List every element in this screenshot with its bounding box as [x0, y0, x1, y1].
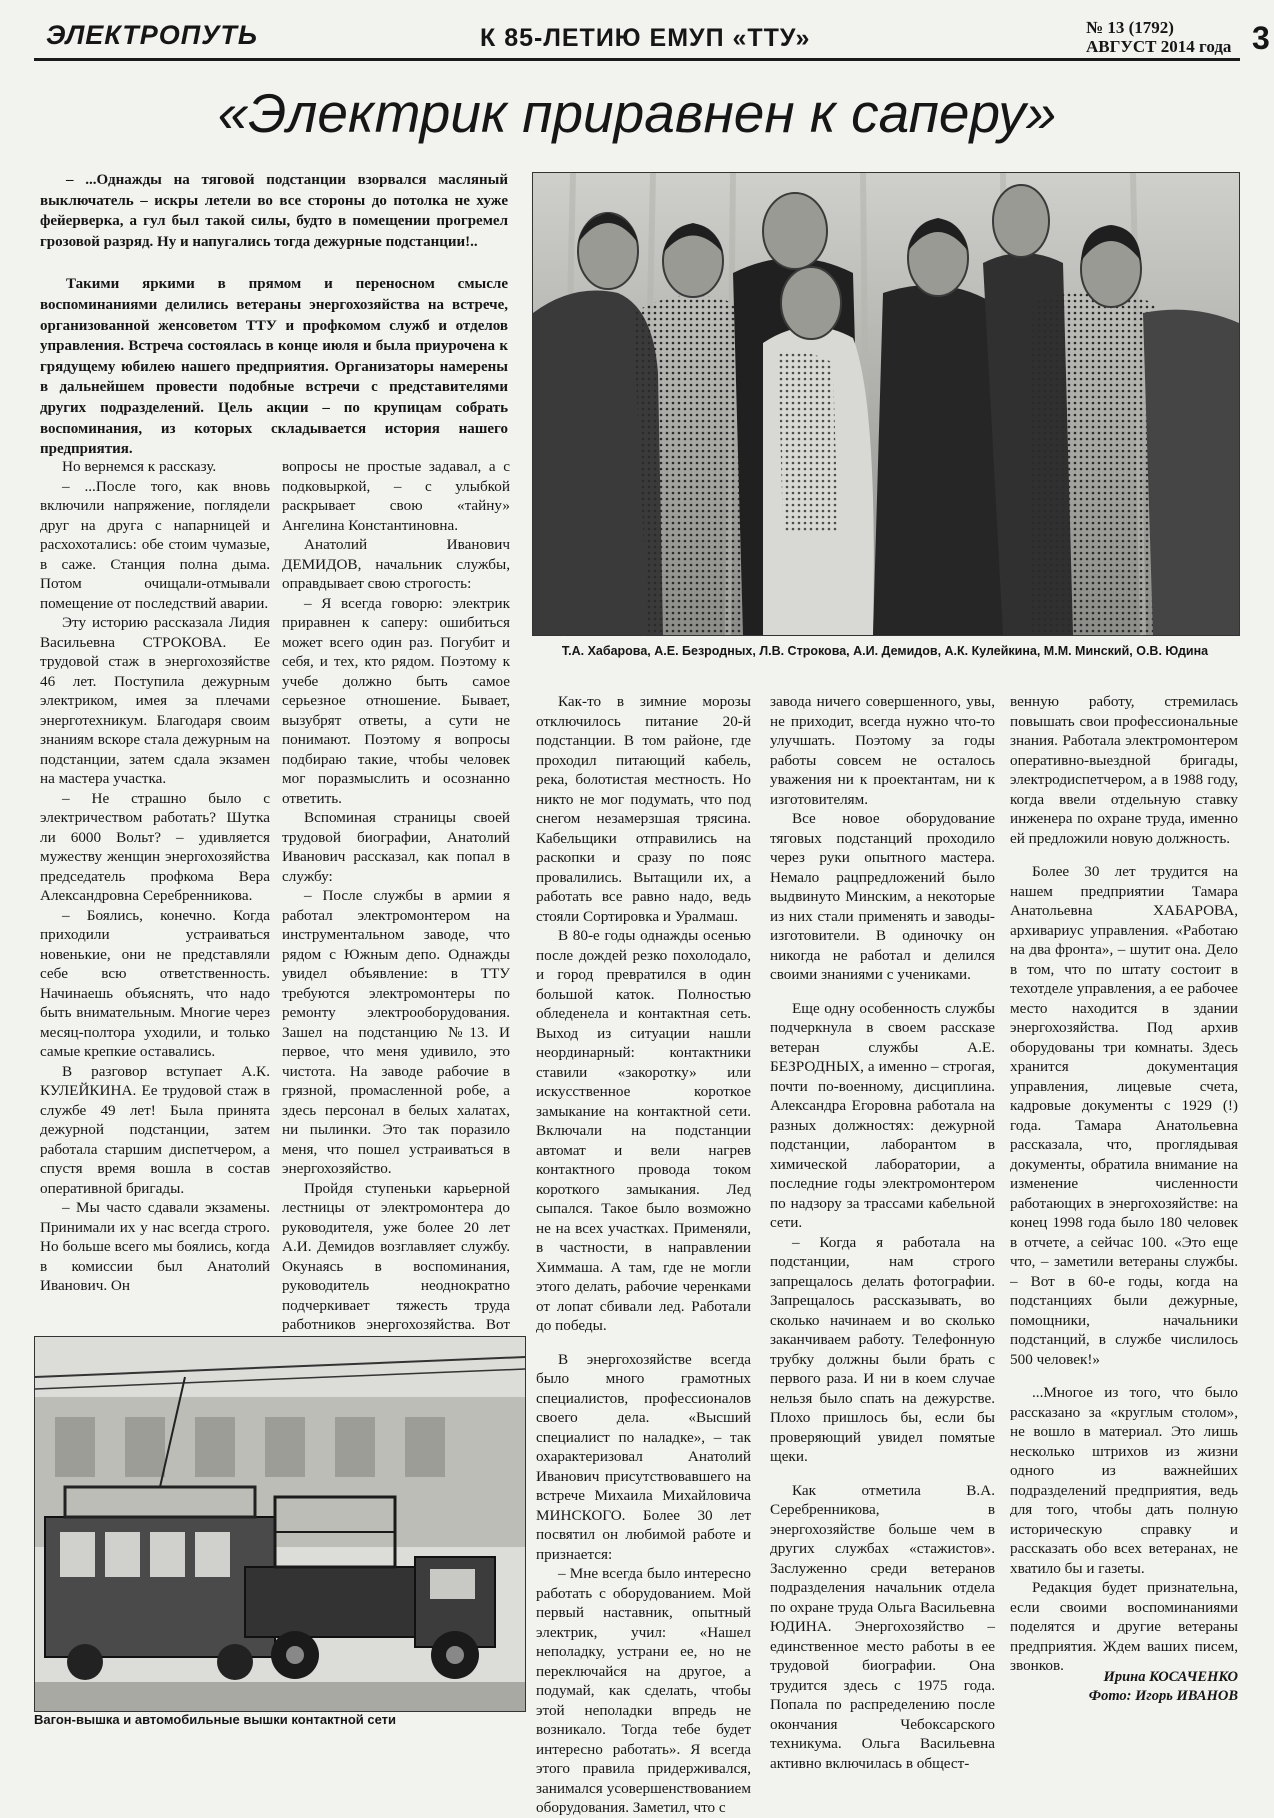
paragraph: – Боялись, конечно. Когда приходили устраиваться новенькие, они не представляли себе всю ответственность. Начинаешь объяснять, что надо быть внимательным. Многие через месяц-полтора уходили, и только самые крепкие оставались.: [40, 906, 270, 1060]
tram-photo-caption: Вагон-вышка и автомобильные вышки контактной сети: [34, 1712, 397, 1727]
group-photo: [532, 172, 1240, 636]
section-title: К 85-ЛЕТИЮ ЕМУП «ТТУ»: [480, 24, 811, 52]
paragraph: Пройдя ступеньки карьерной лестницы от электромонтера до руководителя, уже более 20 лет А.И. Демидов возглавляет службу. Окунаясь в воспоминания, руководитель неоднократно подчеркивает тяжесть труда работников энергохозяйства. Вот: [282, 1179, 510, 1333]
paragraph: В энергохозяйстве всегда было много грамотных специалистов, профессионалов своего дела. «Высший специалист по наладке», – так охарактеризовал Анатолий Иванович присутствовавшего на встрече Михаила Михайловича МИНСКОГО. Более 30 лет посвятил он любимой работе и признается:: [536, 1350, 751, 1563]
paragraph: – После службы в армии я работал электромонтером на инструментальном заводе, что рядом с Южным депо. Однажды увидел объявление: в ТТУ требуются электромонтеры по ремонту электрооборудования. Зашел на подстанцию №13. И первое, что меня удивило, это чистота. На заводе рабочие в грязной, промасленной робе, а здесь персонал в белых халатах, ни пылинки. Это так поразило меня, что пошел устраиваться в энергохозяйство.: [282, 887, 510, 1177]
headline: «Электрик приравнен к саперу»: [217, 82, 1057, 144]
paragraph: Вспоминая страницы своей трудовой биографии, Анатолий Иванович рассказал, как попал в службу:: [282, 809, 510, 885]
photo-caption: Т.А. Хабарова, А.Е. Безродных, Л.В. Строкова, А.И. Демидов, А.К. Кулейкина, М.М. Минский, О.В. Юдина: [561, 644, 1209, 658]
article-column-2: [282, 457, 510, 1333]
paragraph: вопросы не простые задавал, а с подковыркой, – с улыбкой раскрывает свою «тайну» Ангелина Константиновна.: [282, 458, 510, 534]
author-name: Ирина КОСАЧЕНКО: [1103, 1669, 1238, 1685]
paragraph: Более 30 лет трудится на нашем предприятии Тамара Анатольевна ХАБАРОВА, архивариус управления. «Работаю на два фронта», – шутит она. Дело в том, что по штату состоит в техотделе управления, а ее рабочее место находится в здании энергохозяйства. Под архив оборудованы три комнаты. Здесь хранится документация управления, лицевые счета, кадровые документы с 1929 (!) года. Тамара Анатольевна рассказала, что, проглядывая документы, обратила внимание на изменение численности работающих в энергохозяйстве: на конец 1998 года было 180 человек в отчете, а сейчас 100. «Это еще что, – заметили ветераны службы. – Вот в 60-е годы, когда на подстанциях были дежурные, помощники, начальники подстанций, в службе числилось 500 человек!»: [1010, 863, 1238, 1368]
byline: [1010, 1668, 1238, 1706]
paragraph: – Не страшно было с электричеством работать? Шутка ли 6000 Вольт? – удивляется мужеству женщин энергохозяйства председатель профкома Вера Александровна Серебренникова.: [40, 789, 270, 904]
issue-number: № 13 (1792): [1086, 18, 1174, 37]
paragraph: В разговор вступает А.К. КУЛЕЙКИНА. Ее трудовой стаж в службе 49 лет! Была принята дежурной подстанции, затем работала старшим диспетчером, а спустя время вошла в состав оперативной бригады.: [40, 1062, 270, 1197]
tram-photo-illustration: [35, 1337, 525, 1711]
paragraph: – Я всегда говорю: электрик приравнен к саперу: ошибиться может всего один раз. Погубит и себя, и тех, кто рядом. Поэтому к учебе должно быть самое серьезное отношение. Бывает, вызубрят ответы, а сути не понимают. Поэтому я вопросы подбираю такие, чтобы человек мог поразмыслить и осознанно ответить.: [282, 594, 510, 807]
paragraph: В 80-е годы однажды осенью после дождей резко похолодало, и город превратился в один большой каток. Полностью обледенела и контактная сеть. Выход из ситуации нашли неординарный: контактники ставили «закоротку» или искусственное короткое замыкание на контактной сети. Включали на подстанции автомат и вели нагрев контактного провода током короткого замыкания. Лед сыпался. Такое было возможно не на всех участках. Применяли, в частности, в направлении Химмаша. А там, где не могли этого делать, рабочие черенками от лопат сбивали лед. Работали до победы.: [536, 927, 751, 1334]
paragraph: Как отметила В.А. Серебренникова, в энергохозяйстве больше чем в других службах «стажистов». Заслуженно среди ветеранов подразделения начальник отдела по охране труда Ольга Васильевна ЮДИНА. Энергохозяйство – единственное место работы в ее трудовой биографии. Она трудится здесь с 1975 года. Попала по распределению после окончания Чебоксарского техникума. Ольга Васильевна активно включилась в общест-: [770, 1481, 995, 1772]
paragraph: Эту историю рассказала Лидия Васильевна СТРОКОВА. Ее трудовой стаж в энергохозяйстве 46 лет. Поступила дежурным электриком, имея за плечами энерготехникум. Благодаря своим знаниям вскоре стала дежурным на подстанции, затем сдала экзамен на мастера участка.: [40, 614, 270, 787]
page-number: 3: [1252, 20, 1270, 56]
lead-paragraph: – ...Однажды на тяговой подстанции взорвался масляный выключатель – искры летели во все стороны до потолка не хуже фейерверка, а гул был такой силы, будто в помещении прогремел грозовой разряд. Ну и напугались тогда дежурные подстанции!..: [40, 172, 508, 250]
article-column-5: [1010, 692, 1238, 1674]
paragraph: – Мы часто сдавали экзамены. Принимали их у нас всегда строго. Но больше всего мы боялись, когда в комиссии был Анатолий Иванович. Он: [40, 1199, 270, 1294]
paragraph: венную работу, стремилась повышать свои профессиональные знания. Работала электромонтером оперативно-выездной бригады, электродиспетчером, а в 1988 году, когда ввели отдельную ставку инженера по охране труда, именно ей предложили новую должность.: [1010, 693, 1238, 847]
lead-text: [40, 170, 508, 482]
paragraph: ...Многое из того, что было рассказано за «круглым столом», не вошло в материал. Это лишь несколько штрихов из жизни одного из важнейших подразделений предприятия, ведь для того, чтобы дать полную историческую справку и рассказать обо всех ветеранах, не хватило бы и газеты.: [1010, 1384, 1238, 1577]
paragraph: – ...После того, как вновь включили напряжение, поглядели друг на друга с напарницей и расхохотались: обе стоим чумазые, в саже. Станция полна дыма. Потом очищали-отмывали помещение от последствий аварии.: [40, 477, 270, 612]
paragraph: Как-то в зимние морозы отключилось питание 20-й подстанции. В том районе, где проходил питающий кабель, река, болотистая местность. Но никто не мог подумать, что под снегом незамерзшая трясина. Кабельщики отправились на раскопки и сразу по пояс провалились. Вытащили их, а работать все равно надо, ведь стояли Сортировка и Уралмаш.: [536, 693, 751, 925]
paper-name: ЭЛЕКТРОПУТЬ: [46, 20, 259, 50]
issue-date: АВГУСТ 2014 года: [1086, 37, 1232, 56]
issue-info: [1086, 18, 1231, 56]
paragraph: Но вернемся к рассказу.: [62, 458, 217, 475]
tram-photo: [34, 1336, 526, 1712]
paragraph: Еще одну особенность службы подчеркнула в своем рассказе ветеран службы А.Е. БЕЗРОДНЫХ, а именно – строгая, почти по-военному, дисциплина. Александра Егоровна работала на разных должностях: дежурной подстанции, лаборантом в химической лаборатории, а последние годы электромонтером по надзору за трассами кабельной сети.: [770, 999, 995, 1231]
paragraph: Редакция будет признательна, если своими воспоминаниями поделятся и другие ветераны предприятия. Ждем ваших писем, звонков.: [1010, 1579, 1238, 1674]
paragraph: Анатолий Иванович ДЕМИДОВ, начальник службы, оправдывает свою строгость:: [282, 536, 510, 592]
photo-credit: Фото: Игорь ИВАНОВ: [1088, 1688, 1238, 1704]
masthead: [34, 18, 1270, 61]
article-column-4: [770, 692, 995, 1772]
paragraph: Все новое оборудование тяговых подстанций проходило через руки опытного мастера. Немало рацпредложений было выдвинуто Минским, а некоторые из них стали применять и заводы-изготовители. В одиночку он никогда не работал и делился своими знаниями с учениками.: [770, 810, 995, 983]
paragraph: – Мне всегда было интересно работать с оборудованием. Мой первый наставник, опытный электрик, учил: «Нашел неполадку, устрани ее, но не переключайся на другое, а подумай, как сделать, чтобы этой неполадки впредь не возникало. Тогда тебе будет интересно работать». Я всегда этого правила придерживался, занимался усовершенствованием оборудования. Заметил, что с: [536, 1565, 751, 1816]
paragraph: завода ничего совершенного, увы, не приходит, всегда нужно что-то улучшать. Поэтому за годы работы совсем не осталось уважения ни к проектантам, ни к изготовителям.: [770, 693, 995, 808]
article-column-3: [536, 692, 751, 1816]
article-column-1: [40, 457, 270, 1312]
paragraph: – Когда я работала на подстанции, нам строго запрещалось делать фотографии. Запрещалось рассказывать, во сколько начинаем и во сколько заканчиваем работу. Телефонную трубку должны были брать с первого раза. И ни в коем случае нельзя было спать на дежурстве. Плохо пришлось бы, если бы проверяющий увидел помятые щеки.: [770, 1233, 995, 1465]
group-photo-illustration: [533, 173, 1239, 635]
lead-paragraph: Такими яркими в прямом и переносном смысле воспоминаниями делились ветераны энергохозяйства на встрече, организованной женсоветом ТТУ и профкомом служб и отделов управления. Встреча состоялась в конце июля и была приурочена к грядущему юбилею нашего предприятия. Организаторы намерены в дальнейшем провести подобные встречи с представителями других подразделений. Цель акции – по крупицам собрать воспоминания, из которых складывается история нашего предприятия.: [40, 276, 508, 458]
